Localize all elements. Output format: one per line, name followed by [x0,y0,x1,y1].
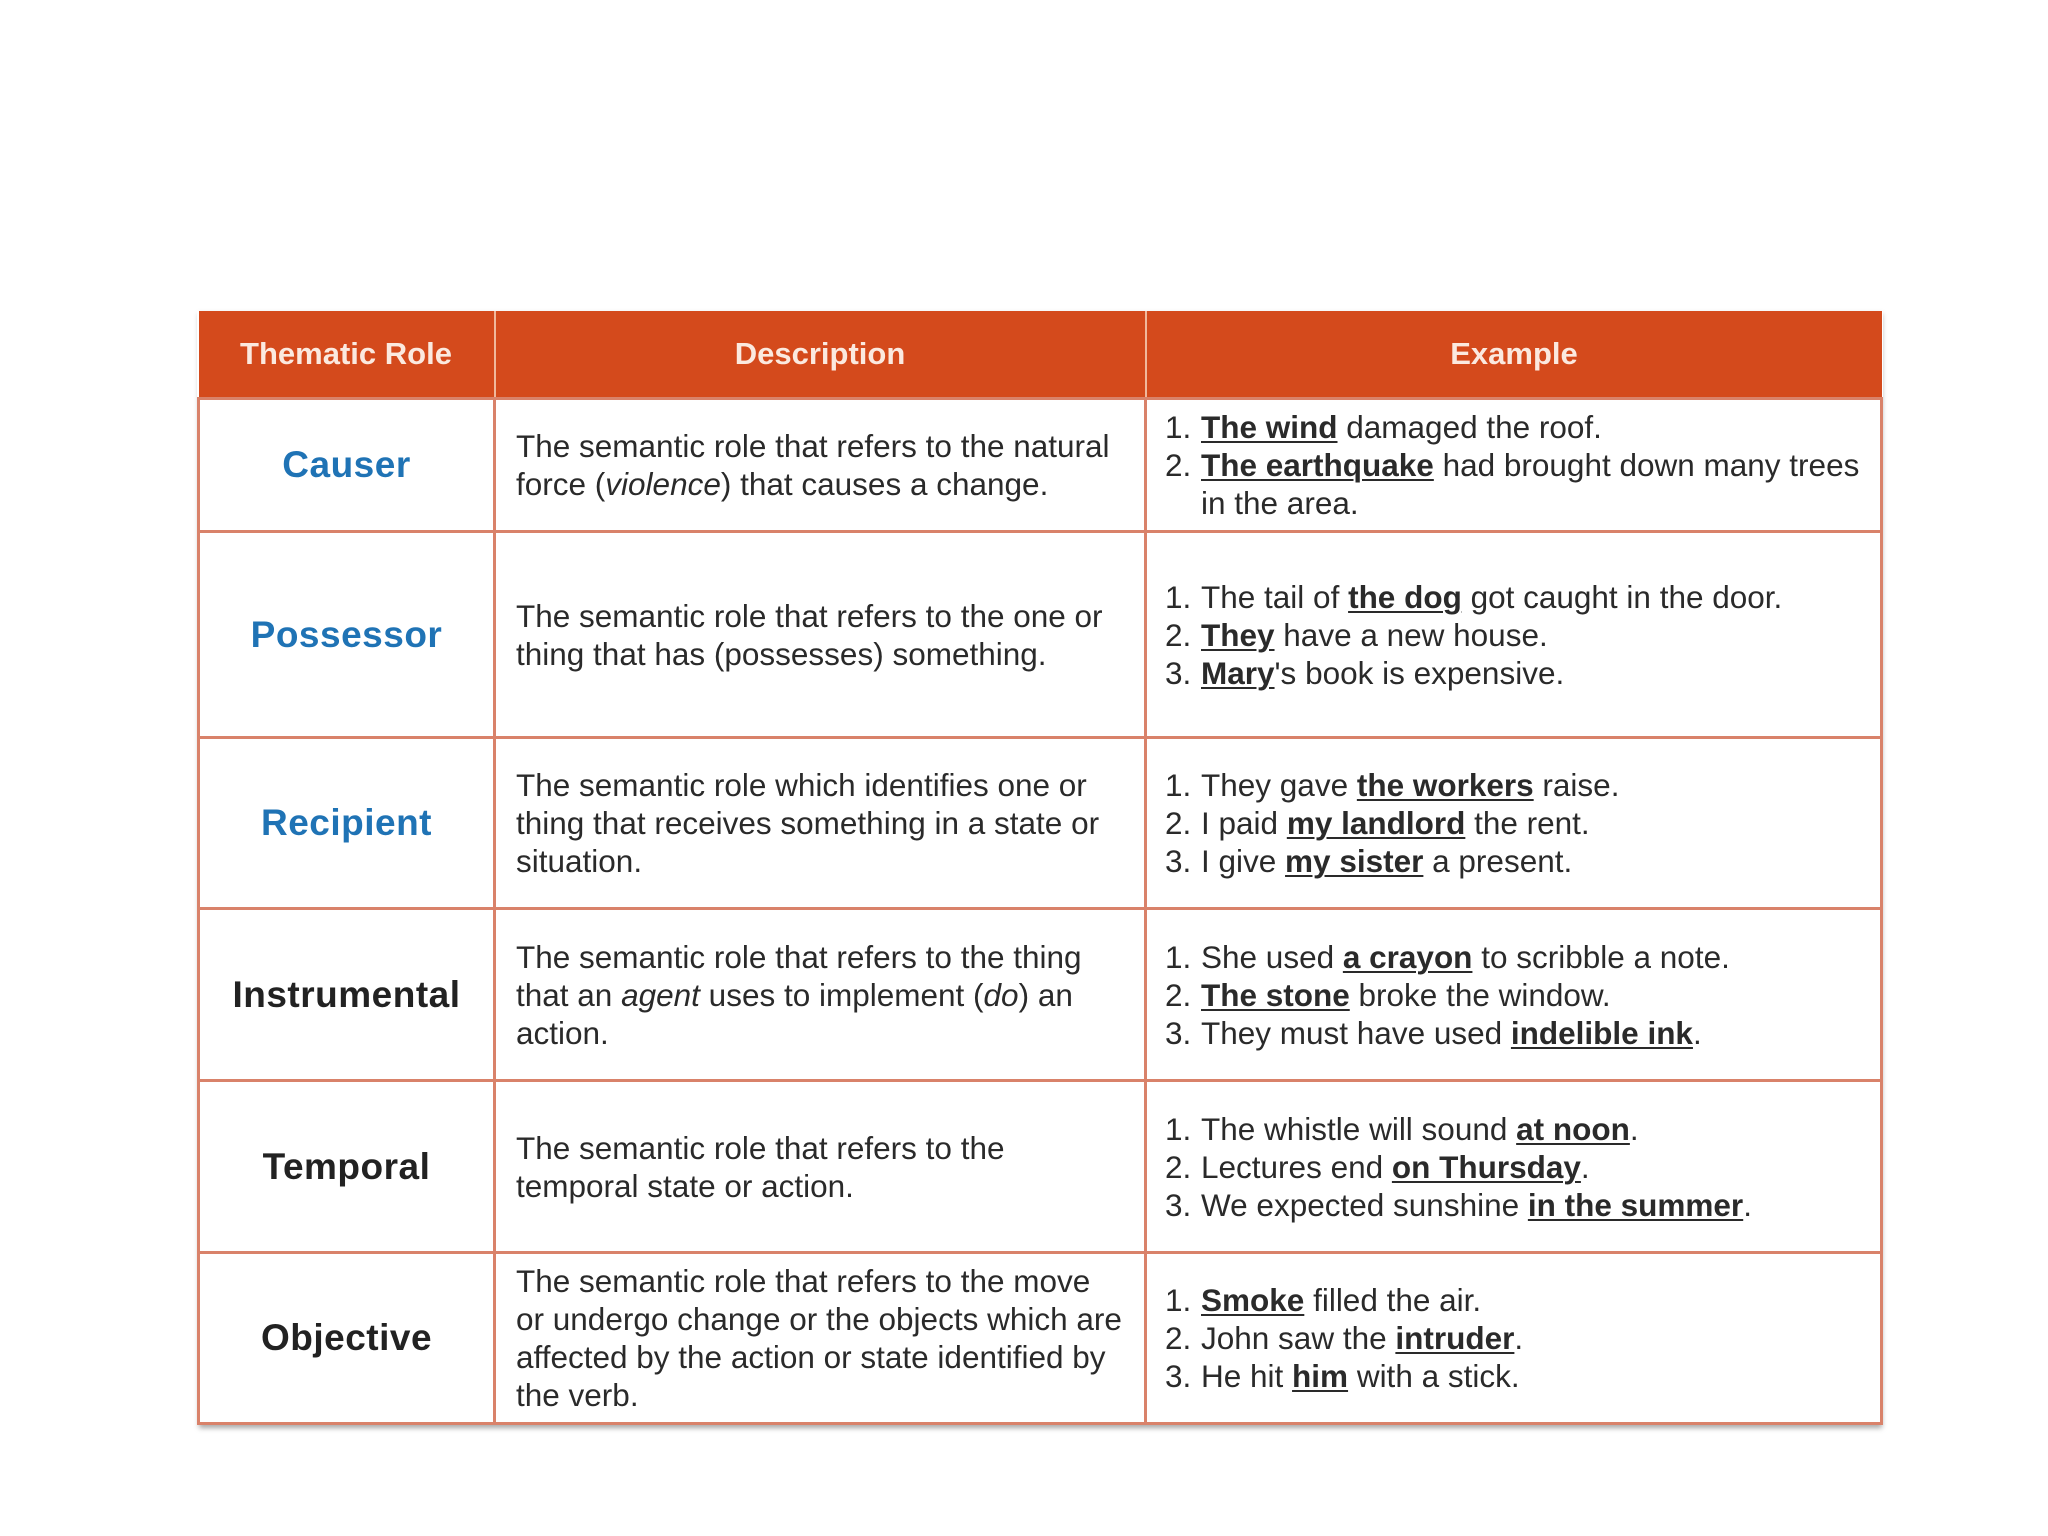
example-number: 1. [1165,767,1192,803]
example-item [1165,654,1862,692]
example-text [1201,938,1862,976]
description-text: The semantic role that refers to the temporal state or action. [516,1129,1005,1204]
example-pre: I give [1201,843,1286,879]
example-post: to scribble a note. [1472,938,1730,975]
description-italic: violence [605,466,721,502]
example-number: 2. [1165,447,1192,483]
example-number: 1. [1165,1282,1192,1318]
description-text: uses to implement ( [699,976,984,1013]
example-pre: I paid [1201,805,1287,841]
description-italic: do [983,976,1019,1013]
example-number: 1. [1165,409,1192,445]
role-description [495,532,1146,738]
example-item [1165,1357,1862,1395]
example-highlight: the dog [1348,578,1462,615]
example-pre: The whistle will sound [1201,1110,1517,1147]
example-number: 1. [1165,938,1192,975]
role-description [495,738,1146,909]
table-header-row [199,311,1882,399]
example-text [1201,1357,1862,1395]
header-description: Description [495,311,1146,399]
example-text [1201,976,1862,1014]
example-highlight: the workers [1356,767,1534,803]
example-pre: The tail of [1201,578,1349,615]
example-post: with a stick. [1348,1358,1520,1394]
role-examples [1146,532,1882,738]
example-highlight: my sister [1285,843,1424,879]
description-text: ) an action. [516,976,1073,1051]
role-examples [1146,1081,1882,1253]
example-text [1201,804,1862,842]
role-name: Instrumental [199,909,495,1081]
example-item [1165,1014,1862,1052]
example-text [1201,1319,1862,1357]
example-post: . [1743,1186,1752,1223]
example-item [1165,1110,1862,1148]
example-post: . [1692,1014,1702,1051]
example-post: 's book is expensive. [1274,654,1565,691]
role-description [495,399,1146,532]
example-highlight: The stone [1201,976,1350,1013]
example-item [1165,842,1862,880]
example-number: 3. [1165,654,1192,691]
table-row-possessor [199,532,1882,738]
example-highlight: Smoke [1201,1282,1305,1318]
thematic-roles-table-container [197,311,1880,1425]
example-text [1201,1186,1862,1224]
description-text: The semantic role that refers to the natural force ( [516,428,1110,502]
description-text: The semantic role that refers to the move or undergo change or the objects which are affected by the action or state identified by the verb. [516,1263,1122,1413]
example-text [1201,766,1862,804]
example-item [1165,616,1862,654]
example-item [1165,446,1862,522]
example-highlight: a crayon [1342,938,1473,975]
example-item [1165,1319,1862,1357]
example-text [1201,842,1862,880]
example-post: filled the air. [1304,1282,1482,1318]
example-number: 3. [1165,843,1192,879]
example-text [1201,1110,1862,1148]
example-highlight: at noon [1516,1110,1630,1147]
example-number: 3. [1165,1358,1192,1394]
example-highlight: The wind [1201,409,1338,445]
example-post: raise. [1533,767,1620,803]
example-number: 3. [1165,1014,1192,1051]
table-row-objective [199,1253,1882,1424]
example-item [1165,578,1862,616]
description-text: The semantic role which identifies one or thing that receives something in a state or situation. [516,767,1100,879]
role-examples [1146,909,1882,1081]
example-number: 1. [1165,578,1192,615]
thematic-roles-table [197,311,1883,1425]
example-post: have a new house. [1274,616,1548,653]
example-highlight: They [1201,616,1275,653]
example-item [1165,938,1862,976]
role-examples [1146,738,1882,909]
table-row-instrumental [199,909,1882,1081]
role-description [495,909,1146,1081]
table-row-causer [199,399,1882,532]
example-item [1165,1186,1862,1224]
example-number: 2. [1165,616,1192,653]
example-post: . [1580,1148,1590,1185]
role-name: Possessor [199,532,495,738]
example-highlight: Mary [1201,654,1275,691]
example-post: the rent. [1465,805,1590,841]
example-post: got caught in the door. [1461,578,1783,615]
role-examples [1146,1253,1882,1424]
example-post: had brought down many trees in the area. [1201,447,1860,521]
description-italic: agent [621,976,700,1013]
example-text [1201,1014,1862,1052]
role-examples [1146,399,1882,532]
example-post: a present. [1423,843,1573,879]
header-example: Example [1146,311,1882,399]
example-pre: Lectures end [1201,1148,1392,1185]
example-number: 2. [1165,1320,1192,1356]
example-item [1165,1281,1862,1319]
example-pre: John saw the [1201,1320,1396,1356]
example-text [1201,446,1862,522]
example-pre: They must have used [1201,1014,1511,1051]
example-highlight: indelible ink [1510,1014,1693,1051]
example-text [1201,1281,1862,1319]
example-text [1201,654,1862,692]
example-highlight: my landlord [1286,805,1466,841]
role-name: Objective [199,1253,495,1424]
example-item [1165,408,1862,446]
example-item [1165,1148,1862,1186]
role-name: Recipient [199,738,495,909]
example-pre: We expected sunshine [1201,1186,1528,1223]
description-text: ) that causes a change. [720,466,1049,502]
example-item [1165,766,1862,804]
example-pre: They gave [1201,767,1357,803]
example-post: . [1514,1320,1524,1356]
example-post: . [1629,1110,1639,1147]
role-description [495,1253,1146,1424]
header-thematic-role: Thematic Role [199,311,495,399]
example-item [1165,976,1862,1014]
example-pre: She used [1201,938,1343,975]
example-text [1201,408,1862,446]
example-number: 2. [1165,805,1192,841]
example-highlight: on Thursday [1391,1148,1581,1185]
example-highlight: in the summer [1527,1186,1744,1223]
example-item [1165,804,1862,842]
example-post: damaged the roof. [1337,409,1602,445]
role-description [495,1081,1146,1253]
example-highlight: The earthquake [1201,447,1434,483]
example-number: 2. [1165,976,1192,1013]
example-post: broke the window. [1349,976,1611,1013]
example-number: 3. [1165,1186,1192,1223]
example-text [1201,616,1862,654]
example-pre: He hit [1201,1358,1293,1394]
example-highlight: him [1292,1358,1349,1394]
example-text [1201,1148,1862,1186]
role-name: Temporal [199,1081,495,1253]
example-number: 1. [1165,1110,1192,1147]
table-row-recipient [199,738,1882,909]
table-row-temporal [199,1081,1882,1253]
description-text: The semantic role that refers to the one or thing that has (possesses) something. [516,597,1103,672]
example-number: 2. [1165,1148,1192,1185]
example-text [1201,578,1862,616]
description-text: The semantic role that refers to the thing that an [516,938,1082,1013]
role-name: Causer [199,399,495,532]
example-highlight: intruder [1395,1320,1515,1356]
